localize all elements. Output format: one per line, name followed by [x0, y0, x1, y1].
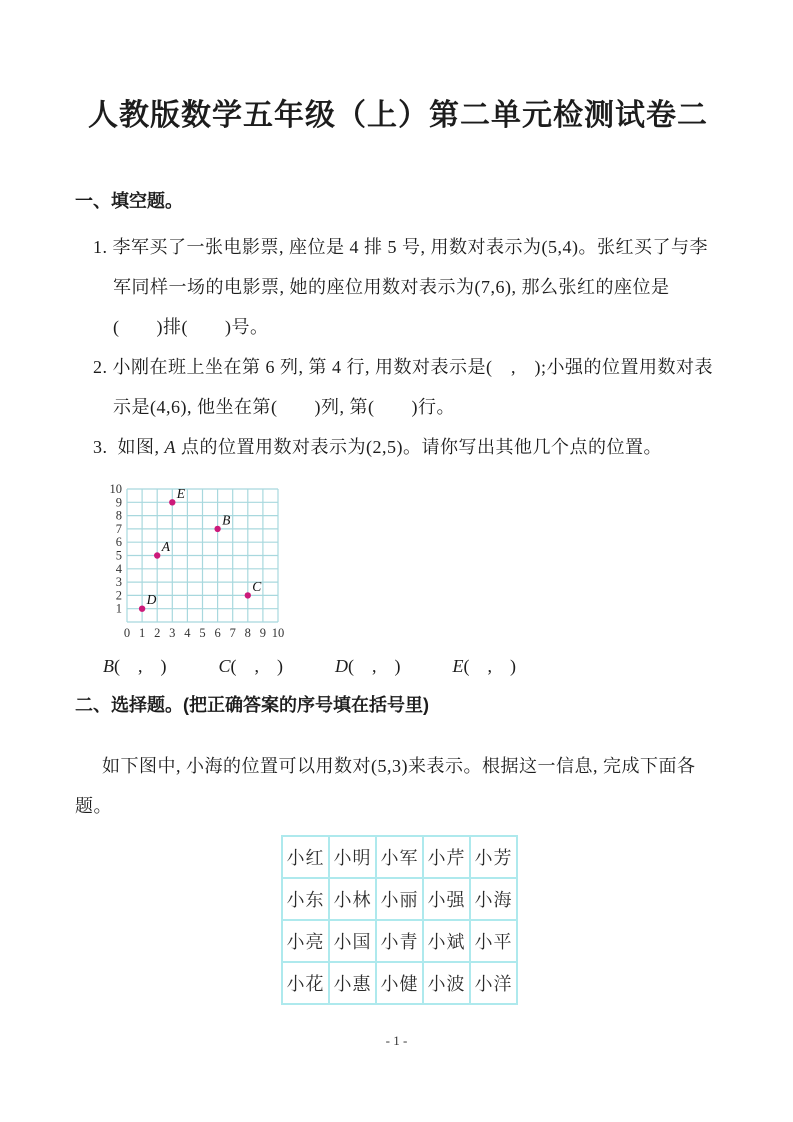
point-letter: B [103, 656, 114, 676]
svg-text:E: E [176, 485, 186, 501]
name-cell: 小花 [282, 962, 329, 1004]
question2-line1: 2. 小刚在班上坐在第 6 列, 第 4 行, 用数对表示是( , );小强的位置用数对表 [93, 357, 713, 377]
name-cell: 小青 [376, 920, 423, 962]
blank-parens: ( , ) [348, 656, 401, 676]
question1-line2: 军同样一场的电影票, 她的座位用数对表示为(7,6), 那么张红的座位是 [113, 277, 670, 297]
name-cell: 小军 [376, 836, 423, 878]
name-cell: 小斌 [423, 920, 470, 962]
question2-line2-blanks: 示是(4,6), 他坐在第( )列, 第( )行。 [113, 397, 455, 417]
name-cell: 小国 [329, 920, 376, 962]
blank-parens: ( , ) [114, 656, 167, 676]
table-row [282, 920, 517, 962]
svg-text:1: 1 [138, 626, 146, 640]
table-row [282, 962, 517, 1004]
svg-text:4: 4 [184, 626, 191, 640]
answer-blank-D [335, 655, 401, 677]
svg-text:10: 10 [109, 482, 122, 496]
question3-text-after: 点的位置用数对表示为(2,5)。请你写出其他几个点的位置。 [176, 437, 662, 457]
svg-text:7: 7 [229, 626, 236, 640]
table-row [282, 878, 517, 920]
question3-point-letter: A [164, 437, 176, 457]
point-letter: C [218, 656, 231, 676]
svg-text:9: 9 [115, 495, 122, 510]
svg-text:4: 4 [115, 561, 122, 576]
svg-text:9: 9 [259, 626, 267, 640]
point-letter: E [452, 656, 464, 676]
answer-blank-C [219, 655, 284, 677]
answer-blank-B [103, 655, 167, 677]
point-letter: D [335, 656, 349, 676]
svg-text:6: 6 [214, 626, 221, 640]
name-cell: 小东 [282, 878, 329, 920]
names-table [281, 835, 518, 1005]
question1-line3-blanks: ( )排( )号。 [113, 317, 269, 337]
svg-text:2: 2 [115, 588, 122, 603]
name-cell: 小平 [470, 920, 517, 962]
svg-text:D: D [146, 592, 157, 608]
question1-line1: 1. 李军买了一张电影票, 座位是 4 排 5 号, 用数对表示为(5,4)。张红买了与李 [93, 237, 708, 257]
name-cell: 小芹 [423, 836, 470, 878]
name-cell: 小波 [423, 962, 470, 1004]
page-title: 人教版数学五年级（上）第二单元检测试卷二 [88, 99, 708, 132]
svg-text:6: 6 [115, 535, 122, 550]
coordinate-grid-figure [97, 476, 721, 649]
name-cell: 小海 [470, 878, 517, 920]
svg-text:A: A [161, 539, 170, 554]
page-number: - 1 - [385, 1033, 408, 1048]
table-row [282, 836, 517, 878]
name-cell: 小亮 [282, 920, 329, 962]
section2-intro-line2: 题。 [75, 796, 112, 816]
names-table-body [282, 836, 517, 1004]
question3-text-before: 3. 如图, [93, 437, 165, 457]
name-cell: 小健 [376, 962, 423, 1004]
svg-text:B: B [222, 512, 231, 528]
svg-text:8: 8 [115, 508, 122, 523]
svg-text:7: 7 [115, 521, 122, 536]
name-cell: 小惠 [329, 962, 376, 1004]
svg-text:8: 8 [244, 626, 251, 640]
name-cell: 小丽 [376, 878, 423, 920]
name-cell: 小红 [282, 836, 329, 878]
name-cell: 小芳 [470, 836, 517, 878]
svg-text:1: 1 [115, 601, 122, 616]
svg-text:0: 0 [123, 626, 131, 640]
name-cell: 小洋 [470, 962, 517, 1004]
svg-text:3: 3 [169, 626, 176, 640]
question3-line [75, 436, 721, 458]
svg-text:10: 10 [271, 626, 285, 640]
coordinate-grid [97, 476, 307, 644]
blank-parens: ( , ) [230, 656, 284, 676]
svg-text:5: 5 [115, 548, 122, 563]
section1-heading: 一、填空题。 [75, 191, 183, 211]
answer-blank-E [453, 655, 517, 677]
name-cell: 小明 [329, 836, 376, 878]
blank-parens: ( , ) [463, 656, 517, 676]
answer-blanks-row [75, 655, 721, 677]
name-cell: 小强 [423, 878, 470, 920]
svg-text:3: 3 [115, 575, 122, 590]
section2-heading: 二、选择题。(把正确答案的序号填在括号里) [75, 695, 429, 715]
svg-text:5: 5 [199, 626, 206, 640]
svg-text:2: 2 [154, 626, 161, 640]
name-cell: 小林 [329, 878, 376, 920]
section2-intro-line1: 如下图中, 小海的位置可以用数对(5,3)来表示。根据这一信息, 完成下面各 [102, 756, 696, 776]
svg-text:C: C [252, 578, 262, 594]
